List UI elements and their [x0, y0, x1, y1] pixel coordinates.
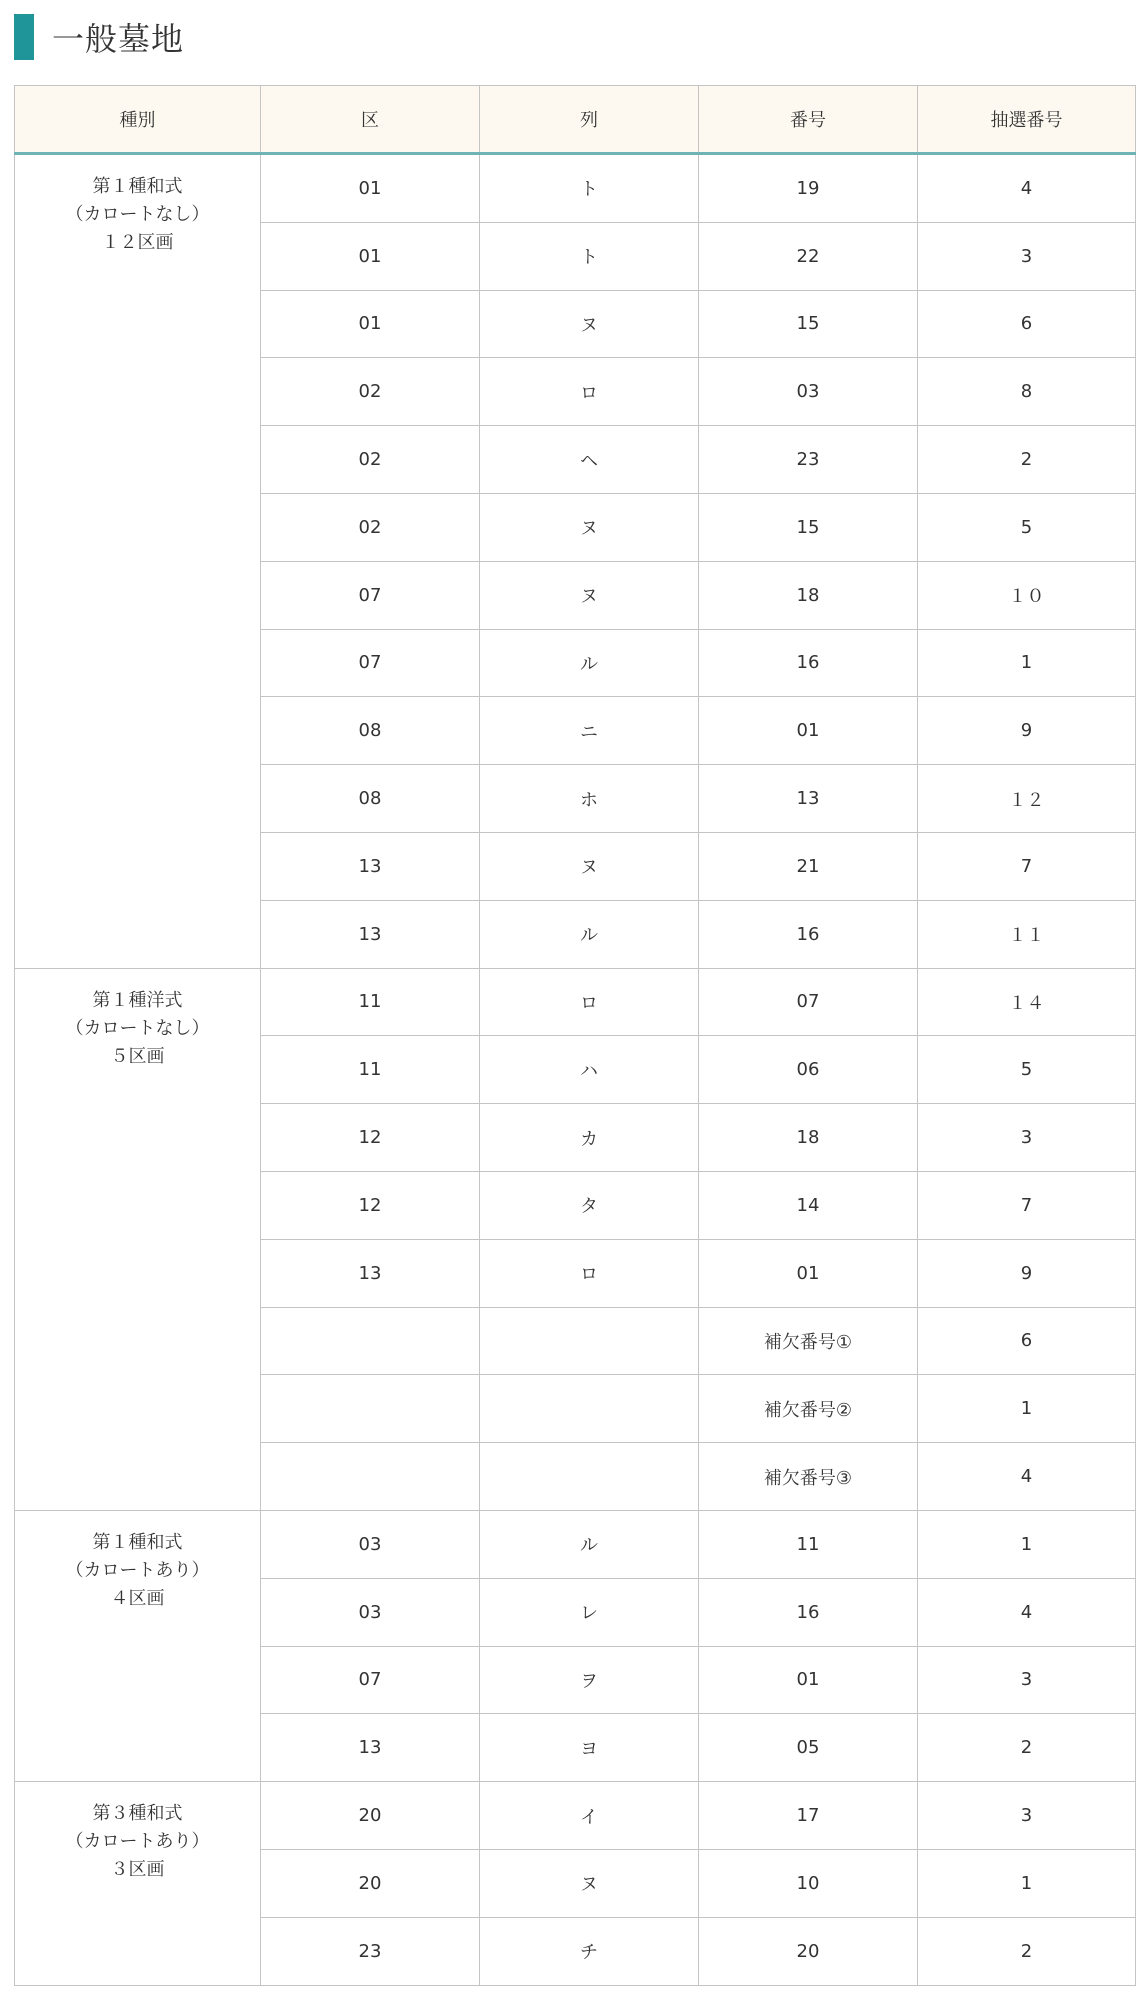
- number-cell: 18: [699, 561, 918, 629]
- ward-cell: 07: [261, 629, 480, 697]
- ward-cell: 01: [261, 154, 480, 223]
- row-cell: ロ: [480, 358, 699, 426]
- row-cell: ホ: [480, 765, 699, 833]
- lottery-number-cell: 4: [918, 1578, 1136, 1646]
- table-header-row: [15, 86, 1136, 154]
- row-cell: [480, 1375, 699, 1443]
- number-cell: 14: [699, 1171, 918, 1239]
- lottery-number-cell: 3: [918, 1646, 1136, 1714]
- lottery-number-cell: 5: [918, 1036, 1136, 1104]
- lottery-results-table: [14, 85, 1136, 1986]
- number-cell: 16: [699, 900, 918, 968]
- number-cell: 17: [699, 1782, 918, 1850]
- ward-cell: 13: [261, 1239, 480, 1307]
- lottery-number-cell: 4: [918, 1443, 1136, 1511]
- number-cell: 20: [699, 1917, 918, 1985]
- number-cell: 11: [699, 1510, 918, 1578]
- ward-cell: 20: [261, 1782, 480, 1850]
- type-cell: [15, 1782, 261, 1985]
- type-line: 第１種洋式: [92, 989, 183, 1011]
- lottery-number-cell: １４: [918, 968, 1136, 1036]
- lottery-number-cell: １０: [918, 561, 1136, 629]
- row-cell: ヨ: [480, 1714, 699, 1782]
- lottery-number-cell: 8: [918, 358, 1136, 426]
- type-line: ４区画: [110, 1587, 165, 1609]
- type-line: （カロートあり）: [65, 1559, 210, 1581]
- header-row: 列: [480, 86, 699, 154]
- row-cell: ヘ: [480, 426, 699, 494]
- number-cell: 13: [699, 765, 918, 833]
- ward-cell: 01: [261, 222, 480, 290]
- row-cell: [480, 1443, 699, 1511]
- table-body: [15, 154, 1136, 1986]
- ward-cell: 13: [261, 900, 480, 968]
- ward-cell: 13: [261, 1714, 480, 1782]
- row-cell: ヌ: [480, 493, 699, 561]
- type-line: （カロートなし）: [65, 204, 210, 225]
- row-cell: ト: [480, 222, 699, 290]
- lottery-number-cell: 1: [918, 629, 1136, 697]
- lottery-number-cell: 6: [918, 290, 1136, 358]
- number-cell: 05: [699, 1714, 918, 1782]
- header-number: 番号: [699, 86, 918, 154]
- number-cell: 21: [699, 832, 918, 900]
- number-cell: 19: [699, 154, 918, 223]
- ward-cell: 13: [261, 832, 480, 900]
- ward-cell: 02: [261, 493, 480, 561]
- ward-cell: 07: [261, 561, 480, 629]
- number-cell: 22: [699, 222, 918, 290]
- type-cell: [15, 154, 261, 969]
- row-cell: ト: [480, 154, 699, 223]
- row-cell: ヲ: [480, 1646, 699, 1714]
- ward-cell: 02: [261, 358, 480, 426]
- type-line: 第３種和式: [92, 1803, 183, 1825]
- row-cell: ニ: [480, 697, 699, 765]
- type-line: （カロートあり）: [65, 1831, 210, 1853]
- header-ward: 区: [261, 86, 480, 154]
- ward-cell: [261, 1307, 480, 1375]
- ward-cell: 03: [261, 1578, 480, 1646]
- ward-cell: 23: [261, 1917, 480, 1985]
- ward-cell: [261, 1375, 480, 1443]
- ward-cell: 11: [261, 968, 480, 1036]
- table-row: [15, 154, 1136, 223]
- lottery-number-cell: 3: [918, 222, 1136, 290]
- type-line: １２区画: [101, 232, 174, 253]
- ward-cell: 02: [261, 426, 480, 494]
- ward-cell: 12: [261, 1104, 480, 1172]
- lottery-number-cell: 9: [918, 697, 1136, 765]
- row-cell: ル: [480, 629, 699, 697]
- row-cell: ヌ: [480, 561, 699, 629]
- row-cell: ヌ: [480, 832, 699, 900]
- type-line: ３区画: [110, 1859, 165, 1881]
- number-cell: 07: [699, 968, 918, 1036]
- number-cell: 10: [699, 1849, 918, 1917]
- header-type: 種別: [15, 86, 261, 154]
- ward-cell: 08: [261, 697, 480, 765]
- row-cell: ロ: [480, 968, 699, 1036]
- ward-cell: 11: [261, 1036, 480, 1104]
- row-cell: レ: [480, 1578, 699, 1646]
- number-cell: 01: [699, 1239, 918, 1307]
- number-cell: 06: [699, 1036, 918, 1104]
- table-row: [15, 968, 1136, 1036]
- lottery-number-cell: 7: [918, 832, 1136, 900]
- lottery-number-cell: 3: [918, 1104, 1136, 1172]
- row-cell: ル: [480, 1510, 699, 1578]
- number-cell: 16: [699, 629, 918, 697]
- number-cell: 15: [699, 290, 918, 358]
- lottery-number-cell: 4: [918, 154, 1136, 223]
- lottery-number-cell: １１: [918, 900, 1136, 968]
- lottery-number-cell: 3: [918, 1782, 1136, 1850]
- ward-cell: 12: [261, 1171, 480, 1239]
- ward-cell: 01: [261, 290, 480, 358]
- row-cell: タ: [480, 1171, 699, 1239]
- table-row: [15, 1782, 1136, 1850]
- type-cell: [15, 968, 261, 1510]
- row-cell: ハ: [480, 1036, 699, 1104]
- row-cell: カ: [480, 1104, 699, 1172]
- lottery-number-cell: １２: [918, 765, 1136, 833]
- page-title: 一般墓地: [52, 20, 185, 58]
- heading-accent-bar: [14, 14, 34, 60]
- ward-cell: 08: [261, 765, 480, 833]
- section-heading: [14, 14, 184, 60]
- ward-cell: 07: [261, 1646, 480, 1714]
- row-cell: ヌ: [480, 290, 699, 358]
- type-cell: [15, 1510, 261, 1781]
- number-cell: 15: [699, 493, 918, 561]
- ward-cell: 20: [261, 1849, 480, 1917]
- ward-cell: 03: [261, 1510, 480, 1578]
- lottery-number-cell: 1: [918, 1510, 1136, 1578]
- type-line: （カロートなし）: [65, 1017, 210, 1039]
- lottery-number-cell: 9: [918, 1239, 1136, 1307]
- type-line: 第１種和式: [92, 176, 183, 197]
- number-cell: 16: [699, 1578, 918, 1646]
- row-cell: チ: [480, 1917, 699, 1985]
- number-cell: 補欠番号②: [699, 1375, 918, 1443]
- row-cell: [480, 1307, 699, 1375]
- ward-cell: [261, 1443, 480, 1511]
- lottery-number-cell: 2: [918, 1714, 1136, 1782]
- lottery-number-cell: 6: [918, 1307, 1136, 1375]
- row-cell: イ: [480, 1782, 699, 1850]
- lottery-number-cell: 5: [918, 493, 1136, 561]
- lottery-number-cell: 2: [918, 1917, 1136, 1985]
- type-line: ５区画: [110, 1045, 165, 1067]
- lottery-number-cell: 2: [918, 426, 1136, 494]
- number-cell: 補欠番号①: [699, 1307, 918, 1375]
- number-cell: 23: [699, 426, 918, 494]
- row-cell: ロ: [480, 1239, 699, 1307]
- header-lottery-number: 抽選番号: [918, 86, 1136, 154]
- number-cell: 01: [699, 1646, 918, 1714]
- type-line: 第１種和式: [92, 1531, 183, 1553]
- table-row: [15, 1510, 1136, 1578]
- number-cell: 補欠番号③: [699, 1443, 918, 1511]
- row-cell: ヌ: [480, 1849, 699, 1917]
- row-cell: ル: [480, 900, 699, 968]
- number-cell: 18: [699, 1104, 918, 1172]
- number-cell: 01: [699, 697, 918, 765]
- lottery-number-cell: 1: [918, 1375, 1136, 1443]
- lottery-number-cell: 7: [918, 1171, 1136, 1239]
- lottery-number-cell: 1: [918, 1849, 1136, 1917]
- number-cell: 03: [699, 358, 918, 426]
